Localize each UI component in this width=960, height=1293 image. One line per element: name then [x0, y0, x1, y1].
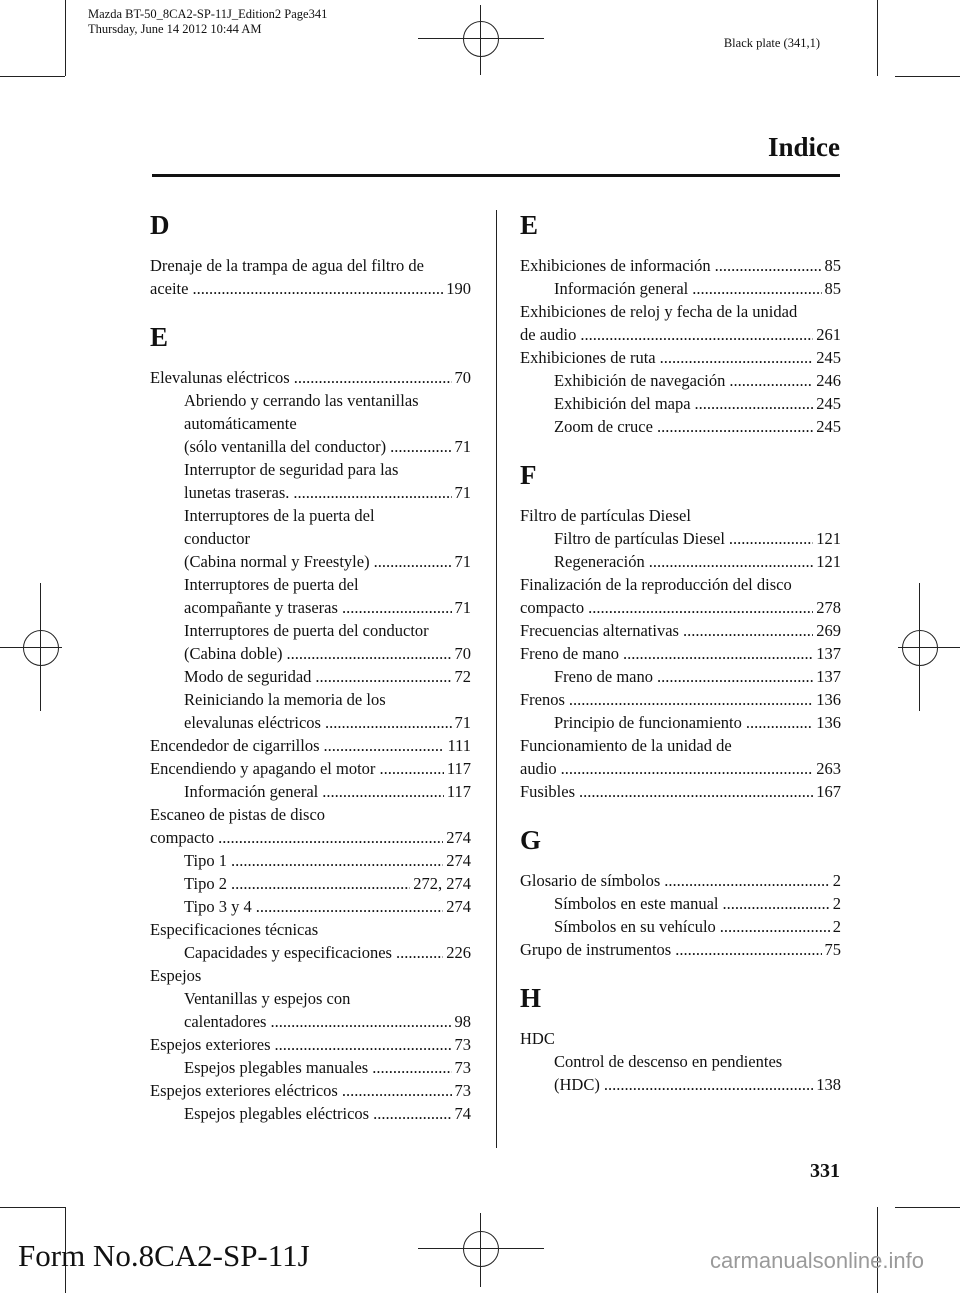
index-page-ref: 71: [454, 437, 471, 456]
index-letter-heading: F: [520, 460, 537, 490]
index-entry-row: [184, 1010, 471, 1033]
index-subentry: [520, 527, 841, 550]
index-entry-text: Información general: [554, 279, 689, 298]
index-entry-row: [520, 869, 841, 892]
index-entry-text: (sólo ventanilla del conductor): [184, 437, 387, 456]
index-entry-row: [554, 892, 841, 915]
index-entry: [520, 504, 841, 527]
index-entry: [520, 619, 841, 642]
index-entry-row: [554, 550, 841, 573]
dot-leader: [342, 596, 452, 619]
index-entry-text: HDC: [520, 1029, 555, 1048]
index-entry-text: Tipo 1: [184, 851, 227, 870]
index-entry-row: [554, 277, 841, 300]
index-entry: [520, 642, 841, 665]
index-entry-list: [520, 254, 841, 438]
black-plate-label: Black plate (341,1): [723, 36, 820, 50]
title-rule: [152, 174, 840, 177]
index-entry-text: Reiniciando la memoria de los: [184, 690, 386, 709]
dot-leader: [580, 323, 813, 346]
dot-leader: [604, 1073, 813, 1096]
index-entry-text: Glosario de símbolos: [520, 871, 661, 890]
dot-leader: [275, 1033, 452, 1056]
dot-leader: [372, 1056, 451, 1079]
index-entry: [520, 254, 841, 277]
index-entry-text: Encendedor de cigarrillos: [150, 736, 320, 755]
index-page-ref: 278: [816, 598, 841, 617]
index-page-ref: 70: [454, 368, 471, 387]
index-subentry: [150, 1056, 471, 1079]
index-page-ref: 71: [454, 713, 471, 732]
index-subentry: [520, 369, 841, 392]
dot-leader: [218, 826, 443, 849]
dot-leader: [294, 366, 452, 389]
index-page-ref: 274: [446, 828, 471, 847]
index-entry-text: Control de descenso en pendientes: [554, 1052, 783, 1071]
index-entry-text: de audio: [520, 325, 577, 344]
index-entry-row: [554, 415, 841, 438]
index-subentry: [150, 688, 471, 734]
page-number: 331: [810, 1160, 840, 1182]
index-entry-row: [150, 1033, 471, 1056]
index-entry-row: [520, 757, 841, 780]
index-entry-text: Drenaje de la trampa de agua del filtro de: [150, 256, 424, 275]
index-entry-row: [150, 826, 471, 849]
index-entry-text: Espejos exteriores eléctricos: [150, 1081, 338, 1100]
dot-leader: [588, 596, 813, 619]
index-page-ref: 117: [446, 782, 471, 801]
index-entry-row: [554, 711, 841, 734]
index-entry-text: Filtro de partículas Diesel: [554, 529, 725, 548]
dot-leader: [715, 254, 822, 277]
index-page-ref: 85: [824, 279, 841, 298]
index-letter-heading: D: [150, 210, 170, 240]
index-entry-text: Escaneo de pistas de disco: [150, 805, 326, 824]
dot-leader: [231, 849, 443, 872]
index-entry-text: Frecuencias alternativas: [520, 621, 679, 640]
index-entry-text: Regeneración: [554, 552, 645, 571]
index-page-ref: 71: [454, 598, 471, 617]
dot-leader: [322, 780, 444, 803]
index-entry-row: [554, 369, 841, 392]
index-page-ref: 2: [832, 917, 841, 936]
index-page-ref: 73: [454, 1035, 471, 1054]
index-subentry: [150, 1102, 471, 1125]
dot-leader: [256, 895, 444, 918]
index-entry-row: [150, 757, 471, 780]
index-page-ref: 274: [446, 897, 471, 916]
index-entry-row: [554, 915, 841, 938]
dot-leader: [325, 711, 452, 734]
index-entry-text: Freno de mano: [520, 644, 619, 663]
index-page-ref: 136: [816, 690, 841, 709]
index-entry-text: Exhibición del mapa: [554, 394, 691, 413]
dot-leader: [293, 481, 451, 504]
index-entry-text: Tipo 3 y 4: [184, 897, 252, 916]
index-entry-text: Ventanillas y espejos con: [184, 989, 351, 1008]
index-entry-row: [520, 688, 841, 711]
index-entry-row: [184, 435, 471, 458]
dot-leader: [692, 277, 821, 300]
index-entry-text: compacto: [150, 828, 215, 847]
index-page-ref: 111: [447, 736, 471, 755]
index-entry-list: [520, 1027, 841, 1096]
dot-leader: [657, 415, 813, 438]
index-entry: [520, 734, 841, 780]
index-subentry: [150, 780, 471, 803]
index-entry-row: [184, 665, 471, 688]
index-entry-text: Zoom de cruce: [554, 417, 653, 436]
index-entry-text: Exhibiciones de información: [520, 256, 711, 275]
index-entry: [520, 1027, 841, 1050]
index-entry-row: [184, 780, 471, 803]
index-subentry: [520, 915, 841, 938]
index-page-ref: 74: [454, 1104, 471, 1123]
index-entry-text: Interruptores de puerta del conductor: [184, 621, 429, 640]
dot-leader: [324, 734, 445, 757]
index-subentry: [150, 849, 471, 872]
index-page-ref: 98: [454, 1012, 471, 1031]
dot-leader: [729, 527, 813, 550]
dot-leader: [675, 938, 821, 961]
dot-leader: [579, 780, 813, 803]
index-page-ref: 75: [824, 940, 841, 959]
index-entry-list: [150, 366, 471, 1125]
dot-leader: [569, 688, 813, 711]
index-subentry: [520, 665, 841, 688]
watermark: carmanualsonline.info: [709, 1248, 924, 1273]
index-entry-text: Frenos: [520, 690, 565, 709]
index-page-ref: 2: [832, 894, 841, 913]
index-entry-text: Exhibiciones de reloj y fecha de la unidad: [520, 302, 798, 321]
index-entry-row: [184, 596, 471, 619]
index-entry-row: [150, 734, 471, 757]
index-entry-text: Grupo de instrumentos: [520, 940, 672, 959]
index-page-ref: 136: [816, 713, 841, 732]
index-subentry: [150, 619, 471, 665]
dot-leader: [729, 369, 813, 392]
index-entry-row: [554, 392, 841, 415]
dot-leader: [396, 941, 443, 964]
index-entry-text: Espejos plegables eléctricos: [184, 1104, 370, 1123]
index-page-ref: 72: [454, 667, 471, 686]
index-column-right: [520, 210, 841, 1118]
index-entry-text: (Cabina doble): [184, 644, 283, 663]
index-letter-heading: E: [520, 210, 539, 240]
dot-leader: [657, 665, 813, 688]
index-letter-heading: G: [520, 825, 542, 855]
index-entry: [520, 300, 841, 346]
index-entry-text: calentadores: [184, 1012, 267, 1031]
index-entry-text: Exhibiciones de ruta: [520, 348, 656, 367]
index-subentry: [520, 392, 841, 415]
index-page-ref: 226: [446, 943, 471, 962]
index-letter-heading: H: [520, 983, 542, 1013]
index-entry-row: [520, 254, 841, 277]
index-entry-row: [520, 346, 841, 369]
index-page-ref: 73: [454, 1081, 471, 1100]
dot-leader: [315, 665, 451, 688]
index-entry: [520, 869, 841, 892]
dot-leader: [723, 892, 830, 915]
dot-leader: [287, 642, 452, 665]
index-subentry: [150, 872, 471, 895]
index-subentry: [520, 277, 841, 300]
index-entry-row: [184, 481, 471, 504]
index-page-ref: 117: [446, 759, 471, 778]
index-page-ref: 70: [454, 644, 471, 663]
index-entry-text: lunetas traseras.: [184, 483, 290, 502]
dot-leader: [649, 550, 814, 573]
index-entry-text: Información general: [184, 782, 319, 801]
index-subentry: [520, 550, 841, 573]
dot-leader: [746, 711, 813, 734]
index-entry-text: Exhibición de navegación: [554, 371, 726, 390]
index-column-left: [150, 210, 471, 1147]
index-entry: [150, 254, 471, 300]
index-entry: [150, 734, 471, 757]
index-entry-row: [184, 1102, 471, 1125]
index-entry-text: Símbolos en este manual: [554, 894, 719, 913]
index-entry-list: [520, 504, 841, 803]
index-entry-text: Finalización de la reproducción del disco: [520, 575, 792, 594]
index-entry-text: Interruptores de la puerta del: [184, 506, 375, 525]
index-subentry: [150, 665, 471, 688]
index-entry-text: Interruptores de puerta del: [184, 575, 359, 594]
dot-leader: [683, 619, 813, 642]
index-entry-text: acompañante y traseras: [184, 598, 338, 617]
index-entry-row: [150, 277, 471, 300]
index-entry: [520, 573, 841, 619]
index-entry: [150, 964, 471, 987]
index-entry: [520, 346, 841, 369]
index-subentry: [150, 941, 471, 964]
dot-leader: [379, 757, 443, 780]
index-entry-text: Espejos: [150, 966, 202, 985]
dot-leader: [390, 435, 451, 458]
index-entry: [150, 366, 471, 389]
index-page-ref: 85: [824, 256, 841, 275]
dot-leader: [192, 277, 443, 300]
index-entry-text: Principio de funcionamiento: [554, 713, 742, 732]
index-page-ref: 138: [816, 1075, 841, 1094]
index-entry-list: [150, 254, 471, 300]
index-entry-text: audio: [520, 759, 557, 778]
index-entry-text: Encendiendo y apagando el motor: [150, 759, 376, 778]
index-page-ref: 137: [816, 667, 841, 686]
form-number: Form No.8CA2-SP-11J: [18, 1238, 310, 1273]
index-page-ref: 272, 274: [413, 874, 471, 893]
index-entry-row: [184, 642, 471, 665]
index-subentry: [520, 711, 841, 734]
index-entry: [520, 688, 841, 711]
index-entry-row: [184, 941, 471, 964]
index-entry-text: compacto: [520, 598, 585, 617]
index-entry-row: [184, 1056, 471, 1079]
index-entry: [520, 938, 841, 961]
index-entry-text: Capacidades y especificaciones: [184, 943, 392, 962]
index-entry: [150, 803, 471, 849]
index-letter-heading: E: [150, 322, 169, 352]
index-entry-text: Espejos exteriores: [150, 1035, 271, 1054]
index-entry-text: Espejos plegables manuales: [184, 1058, 369, 1077]
index-page-ref: 121: [816, 552, 841, 571]
index-page-ref: 246: [816, 371, 841, 390]
index-subentry: [150, 895, 471, 918]
dot-leader: [231, 872, 410, 895]
index-entry-row: [184, 711, 471, 734]
index-entry: [150, 1033, 471, 1056]
index-entry: [520, 780, 841, 803]
index-entry-row: [150, 366, 471, 389]
index-page-ref: 137: [816, 644, 841, 663]
index-subentry: [520, 1050, 841, 1096]
index-entry-text: Interruptor de seguridad para las: [184, 460, 399, 479]
index-entry: [150, 1079, 471, 1102]
index-entry-row: [184, 872, 471, 895]
index-entry-row: [184, 895, 471, 918]
index-entry-row: [184, 550, 471, 573]
index-subentry: [150, 504, 471, 573]
index-entry-row: [520, 780, 841, 803]
index-entry-row: [520, 619, 841, 642]
index-page-ref: 190: [446, 279, 471, 298]
index-subentry: [150, 573, 471, 619]
index-subentry: [150, 987, 471, 1033]
dot-leader: [660, 346, 814, 369]
index-page-ref: 71: [454, 483, 471, 502]
index-entry-row: [554, 1073, 841, 1096]
index-entry-row: [150, 1079, 471, 1102]
dot-leader: [623, 642, 813, 665]
index-entry: [150, 918, 471, 941]
index-page-ref: 245: [816, 394, 841, 413]
index-page-ref: 167: [816, 782, 841, 801]
index-entry-text: Símbolos en su vehículo: [554, 917, 716, 936]
index-entry-text: Freno de mano: [554, 667, 653, 686]
index-entry-text: Elevalunas eléctricos: [150, 368, 290, 387]
dot-leader: [270, 1010, 451, 1033]
index-entry-text: (Cabina normal y Freestyle): [184, 552, 370, 571]
dot-leader: [561, 757, 814, 780]
dot-leader: [374, 550, 452, 573]
index-page-ref: 71: [454, 552, 471, 571]
index-page-ref: 261: [816, 325, 841, 344]
dot-leader: [342, 1079, 452, 1102]
index-entry-row: [520, 642, 841, 665]
section-title: Indice: [767, 132, 840, 162]
index-page-ref: 2: [832, 871, 841, 890]
index-entry-text: aceite: [150, 279, 189, 298]
dot-leader: [720, 915, 830, 938]
index-entry-text: Funcionamiento de la unidad de: [520, 736, 732, 755]
dot-leader: [373, 1102, 451, 1125]
index-entry-text: conductor: [184, 529, 250, 548]
print-date-line: Thursday, June 14 2012 10:44 AM: [88, 22, 262, 36]
dot-leader: [664, 869, 830, 892]
index-page-ref: 245: [816, 417, 841, 436]
index-entry-row: [554, 665, 841, 688]
index-page-ref: 245: [816, 348, 841, 367]
index-entry-row: [554, 527, 841, 550]
index-page-ref: 263: [816, 759, 841, 778]
index-entry-list: [520, 869, 841, 961]
index-entry-row: [520, 938, 841, 961]
index-entry-row: [520, 596, 841, 619]
index-entry-text: Fusibles: [520, 782, 576, 801]
index-entry-text: (HDC): [554, 1075, 600, 1094]
index-subentry: [520, 892, 841, 915]
index-entry-text: Filtro de partículas Diesel: [520, 506, 691, 525]
column-divider: [496, 210, 497, 1148]
index-page-ref: 121: [816, 529, 841, 548]
index-subentry: [520, 415, 841, 438]
index-entry-text: Tipo 2: [184, 874, 227, 893]
index-entry-row: [184, 849, 471, 872]
index-subentry: [150, 389, 471, 458]
index-entry-text: elevalunas eléctricos: [184, 713, 321, 732]
print-file-line: Mazda BT-50_8CA2-SP-11J_Edition2 Page341: [88, 7, 328, 21]
index-entry-row: [520, 323, 841, 346]
index-entry: [150, 757, 471, 780]
index-entry-text: automáticamente: [184, 414, 297, 433]
index-page-ref: 73: [454, 1058, 471, 1077]
index-page-ref: 274: [446, 851, 471, 870]
index-subentry: [150, 458, 471, 504]
index-entry-text: Abriendo y cerrando las ventanillas: [184, 391, 419, 410]
dot-leader: [695, 392, 814, 415]
index-entry-text: Modo de seguridad: [184, 667, 312, 686]
index-entry-text: Especificaciones técnicas: [150, 920, 319, 939]
index-page-ref: 269: [816, 621, 841, 640]
